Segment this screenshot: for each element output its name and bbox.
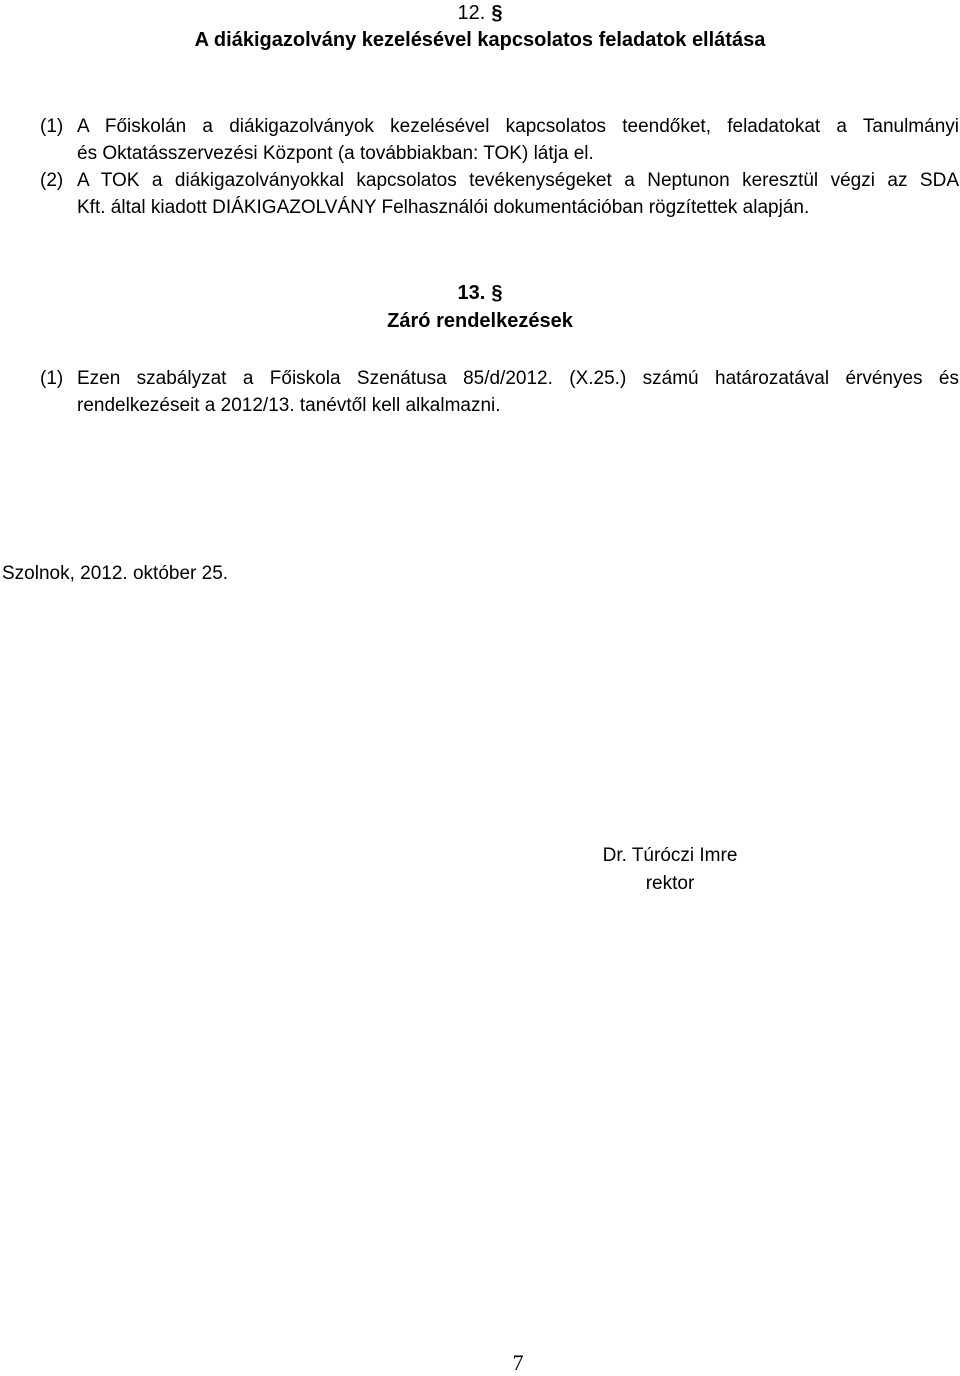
section-13-title: Záró rendelkezések [387, 310, 573, 332]
paragraph-line: A Főiskolán a diákigazolványok kezelésével kapcsolatos teendőket, feladatokat a Tanulmányi [77, 116, 959, 137]
section-13-symbol: § [491, 282, 503, 304]
signatory-role: rektor [645, 873, 695, 894]
paragraph-line: Ezen szabályzat a Főiskola Szenátusa 85/d/2012. (X.25.) számú határozatával érvényes és [77, 368, 959, 389]
signatory-name: Dr. Túróczi Imre [602, 845, 738, 866]
paragraph-line: A TOK a diákigazolványokkal kapcsolatos tevékenységeket a Neptunon keresztül végzi az SDA [77, 170, 959, 191]
section-13-heading [0, 282, 960, 305]
place-date: Szolnok, 2012. október 25. [2, 563, 229, 584]
section-12-title: A diákigazolvány kezelésével kapcsolatos feladatok ellátása [194, 29, 766, 51]
paragraph-line: rendelkezéseit a 2012/13. tanévtől kell alkalmazni. [77, 395, 501, 416]
section-12-paragraph-2 [40, 167, 960, 221]
section-12-number: 12. [457, 2, 486, 24]
paragraph-label: (1) [40, 116, 64, 137]
section-13-number: 13. [457, 282, 486, 304]
section-13-paragraph-1 [40, 365, 960, 419]
paragraph-line: és Oktatásszervezési Központ (a továbbiakban: TOK) látja el. [77, 143, 594, 164]
paragraph-label: (2) [40, 170, 64, 191]
page-number: 7 [512, 1350, 524, 1375]
paragraph-line: Kft. által kiadott DIÁKIGAZOLVÁNY Felhasználói dokumentációban rögzítettek alapján. [77, 197, 810, 218]
section-12-paragraph-1 [40, 113, 960, 167]
paragraph-label: (1) [40, 368, 64, 389]
section-12-heading [0, 2, 960, 25]
section-12-symbol: § [491, 2, 503, 24]
